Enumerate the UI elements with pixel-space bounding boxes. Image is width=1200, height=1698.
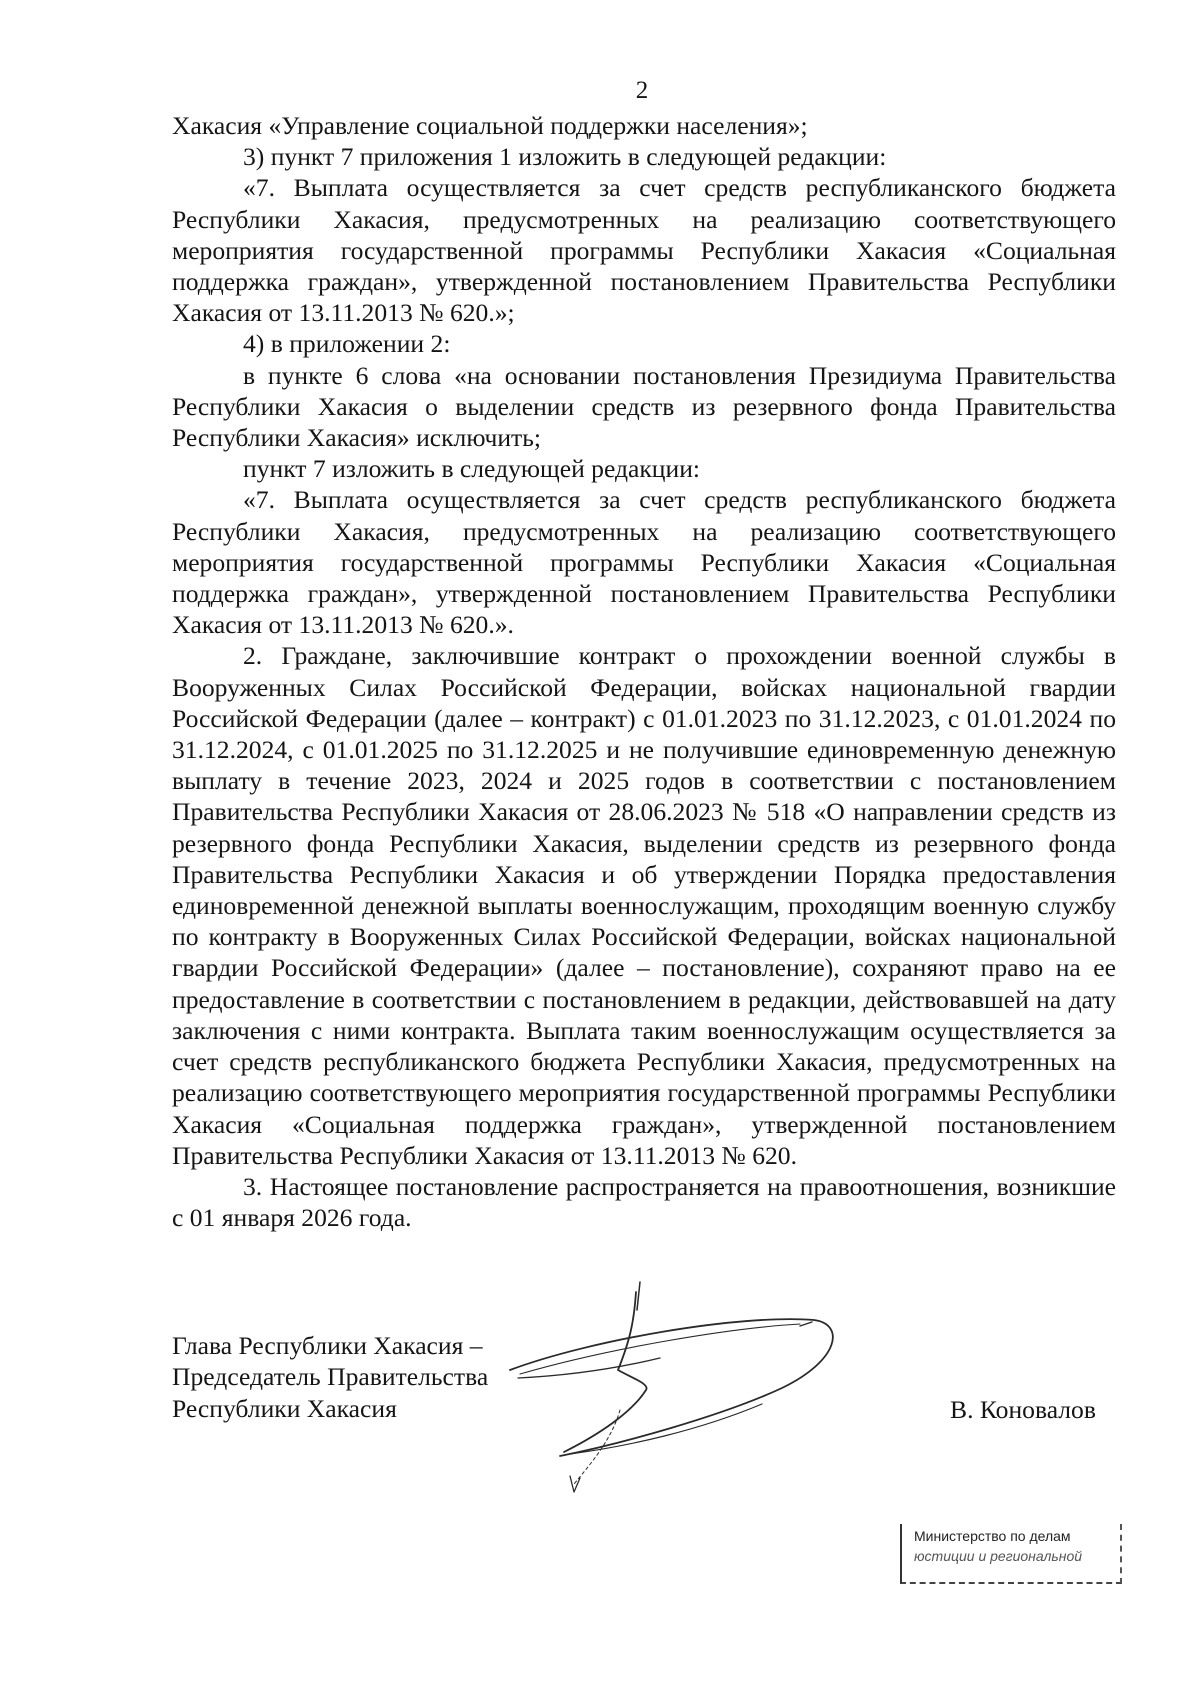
paragraph-continuation: Хакасия «Управление социальной поддержки населения»; <box>172 111 808 140</box>
stamp-text-line: юстиции и региональной <box>914 1548 1083 1564</box>
signatory-title <box>172 1330 488 1424</box>
signatory-title-line: Председатель Правительства <box>172 1362 489 1392</box>
signatory-title-line: Глава Республики Хакасия – <box>172 1331 483 1360</box>
paragraph-item-3: 3) пункт 7 приложения 1 изложить в следующей редакции: <box>243 142 887 172</box>
paragraph-quote-point-7-appendix-1: «7. Выплата осуществляется за счет средств республиканского бюджета Республики Хакасия, предусмотренных на реализацию соответствующего мероприятия государственной программы Республики Хакасия «Социальная поддержка граждан», утвержденной постановлением Правительства Республики Хакасия от 13.11.2013 № 620.»; <box>172 173 1116 328</box>
paragraph-section-3: 3. Настоящее постановление распространяется на правоотношения, возникшие с 01 января 2026 года. <box>172 1171 1116 1233</box>
document-body <box>172 110 1116 1233</box>
signatory-title-line: Республики Хакасия <box>172 1393 397 1423</box>
handwritten-signature <box>500 1278 900 1498</box>
paragraph-point-7-intro: пункт 7 изложить в следующей редакции: <box>243 454 701 484</box>
signer-name: В. Коновалов <box>950 1395 1096 1424</box>
paragraph-section-2: 2. Граждане, заключившие контракт о прохождении военной службы в Вооруженных Силах Российской Федерации, войсках национальной гвардии Российской Федерации (далее – контракт) с 01.01.2023 по 31.12.2023, с 01.01.2024 по 31.12.2024, с 01.01.2025 по 31.12.2025 и не получившие единовременную денежную выплату в течение 2023, 2024 и 2025 годов в соответствии с постановлением Правительства Республики Хакасия от 28.06.2023 № 518 «О направлении средств из резервного фонда Республики Хакасия, выделении средств из резервного фонда Правительства Республики Хакасия и об утверждении Порядка предоставления единовременной денежной выплаты военнослужащим, проходящим военную службу по контракту в Вооруженных Силах Российской Федерации, войсках национальной гвардии Российской Федерации» (далее – постановление), сохраняют право на ее предоставление в соответствии с постановлением в редакции, действовавшей на дату заключения с ними контракта. Выплата таким военнослужащим осуществляется за счет средств республиканского бюджета Республики Хакасия, предусмотренных на реализацию соответствующего мероприятия государственной программы Республики Хакасия «Социальная поддержка граждан», утвержденной постановлением Правительства Республики Хакасия от 13.11.2013 № 620. <box>172 641 1116 1170</box>
stamp-text-line: Министерство по делам <box>914 1528 1071 1544</box>
paragraph-quote-point-7-appendix-2: «7. Выплата осуществляется за счет средств республиканского бюджета Республики Хакасия, предусмотренных на реализацию соответствующего мероприятия государственной программы Республики Хакасия «Социальная поддержка граждан», утвержденной постановлением Правительства Республики Хакасия от 13.11.2013 № 620.». <box>172 485 1116 640</box>
page-number: 2 <box>635 77 649 104</box>
paragraph-point-6-amendment: в пункте 6 слова «на основании постановления Президиума Правительства Республики Хакасия о выделении средств из резервного фонда Правительства Республики Хакасия» исключить; <box>172 360 1116 453</box>
ministry-stamp <box>900 1524 1128 1596</box>
paragraph-item-4: 4) в приложении 2: <box>243 329 451 359</box>
